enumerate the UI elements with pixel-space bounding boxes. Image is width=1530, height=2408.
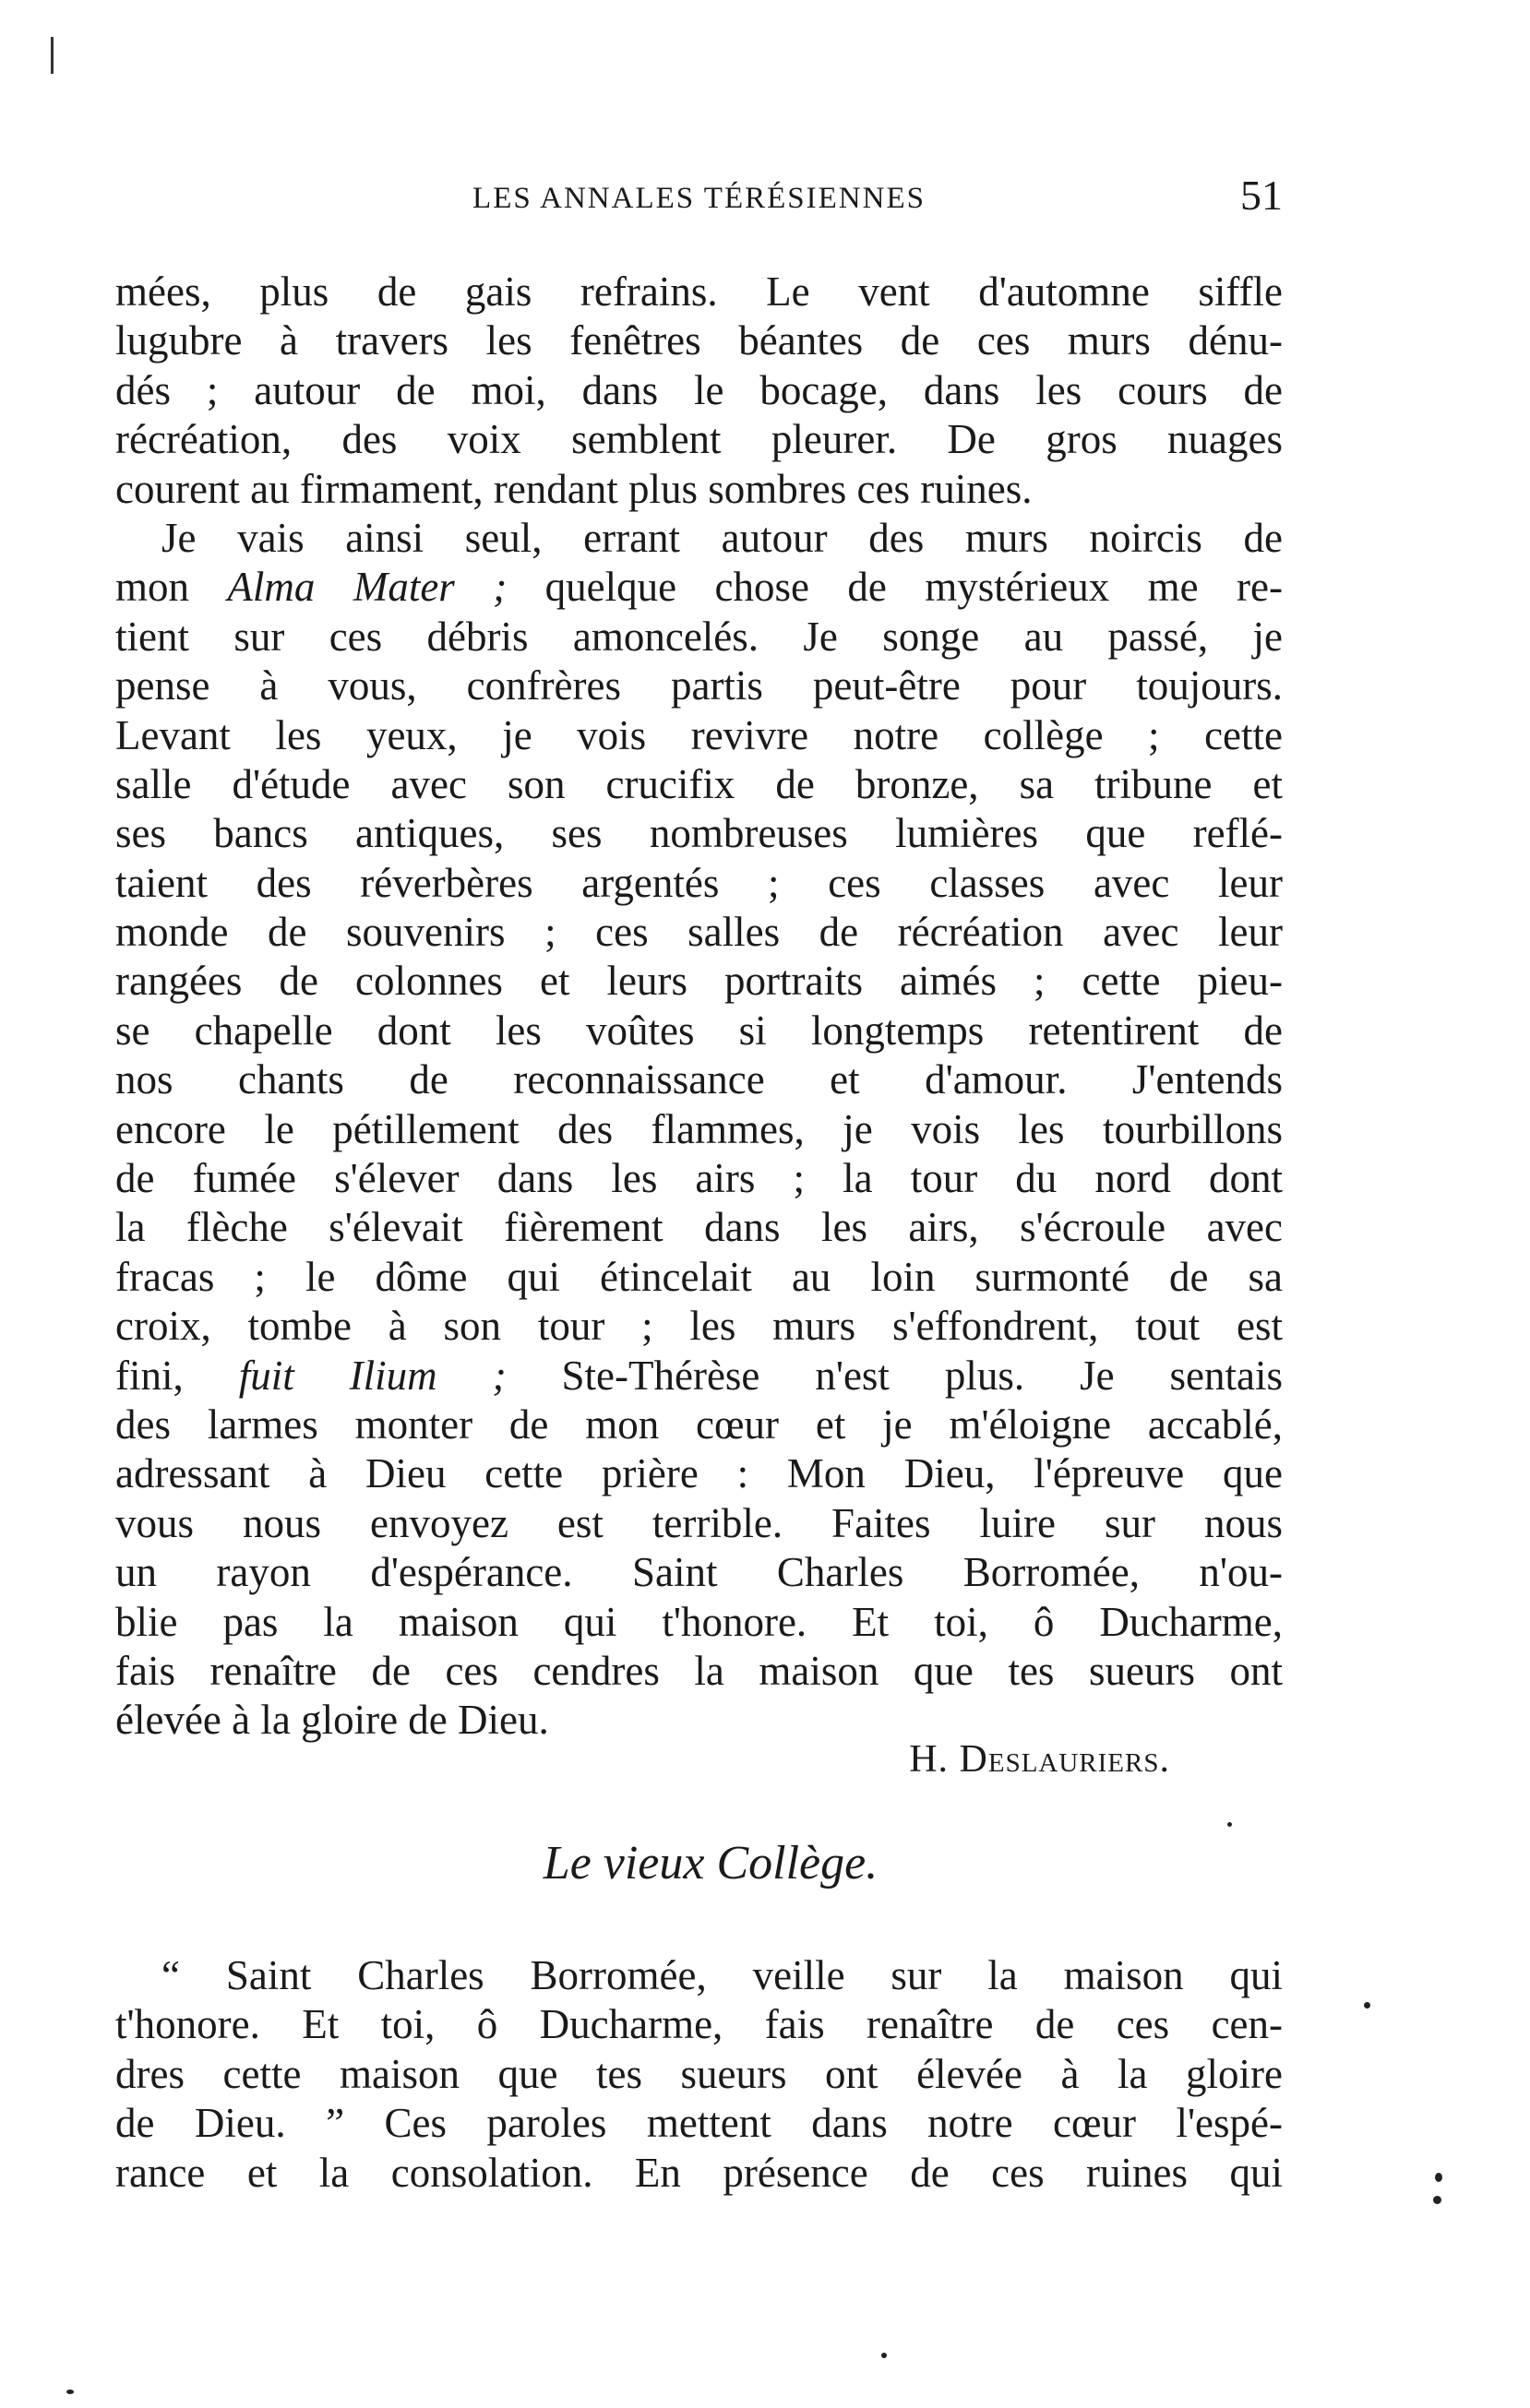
text-line: vous nous envoyez est terrible. Faites luire sur nous [115,1499,1283,1546]
author-signature: H. Deslauriers. [909,1738,1170,1781]
text-line: “ Saint Charles Borromée, veille sur la maison qui [161,1952,1283,1998]
italic-alma-mater: Alma Mater ; [227,564,508,611]
text-line: élevée à la gloire de Dieu. [115,1697,549,1744]
section-title: Le vieux Collège. [543,1837,879,1889]
text-line: ses bancs antiques, ses nombreuses lumières que reflé- [115,810,1283,857]
text-line: Je vais ainsi seul, errant autour des murs noircis de [161,514,1283,561]
text-line: salle d'étude avec son crucifix de bronze, sa tribune et [115,760,1283,807]
scan-speck [881,2353,887,2358]
text-line: monde de souvenirs ; ces salles de récréation avec leur [115,909,1283,956]
text-line: dres cette maison que tes sueurs ont élevée à la gloire [115,2050,1283,2097]
text-line: un rayon d'espérance. Saint Charles Borromée, n'ou- [115,1549,1283,1596]
scan-speck [1364,2002,1370,2009]
text-line: rangées de colonnes et leurs portraits aimés ; cette pieu- [115,958,1283,1005]
text-fragment: fini, [115,1352,239,1399]
text-line: des larmes monter de mon cœur et je m'éloigne accablé, [115,1401,1283,1448]
paragraph-continued [115,268,1283,1746]
text-line: rance et la consolation. En présence de ces ruines qui [115,2149,1283,2196]
scan-speck [1227,1822,1232,1827]
text-line: mées, plus de gais refrains. Le vent d'automne siffle [115,268,1283,315]
running-title: LES ANNALES TÉRÉSIENNES [472,182,926,215]
text-line: adressant à Dieu cette prière : Mon Dieu, l'épreuve que [115,1450,1283,1497]
text-line: de Dieu. ” Ces paroles mettent dans notre cœur l'espé- [115,2100,1283,2147]
text-line: fais renaître de ces cendres la maison que tes sueurs ont [115,1647,1283,1694]
text-line: blie pas la maison qui t'honore. Et toi, ô Ducharme, [115,1598,1283,1645]
text-line: pense à vous, confrères partis peut-être pour toujours. [115,662,1283,709]
text-line: se chapelle dont les voûtes si longtemps retentirent de [115,1007,1283,1054]
text-line: t'honore. Et toi, ô Ducharme, fais renaître de ces cen- [115,2001,1283,2048]
text-line: taient des réverbères argentés ; ces classes avec leur [115,859,1283,906]
text-line: croix, tombe à son tour ; les murs s'effondrent, tout est [115,1303,1283,1350]
text-line: nos chants de reconnaissance et d'amour. J'entends [115,1056,1283,1103]
text-line: fracas ; le dôme qui étincelait au loin surmonté de sa [115,1253,1283,1300]
text-line: Levant les yeux, je vois revivre notre collège ; cette [115,711,1283,758]
text-line-alma-mater [115,563,1283,612]
scan-speck [66,2390,74,2394]
text-line: la flèche s'élevait fièrement dans les airs, s'écroule avec [115,1204,1283,1251]
text-line: lugubre à travers les fenêtres béantes de ces murs dénu- [115,317,1283,364]
text-line: tient sur ces débris amoncelés. Je songe au passé, je [115,613,1283,660]
text-fragment: quelque chose de mystérieux me re- [507,564,1283,611]
text-fragment: mon [115,564,228,611]
running-header [115,171,1283,226]
scan-edge-mark [51,37,54,74]
italic-fuit-ilium: fuit Ilium ; [238,1352,507,1399]
text-line: récréation, des voix semblent pleurer. De gros nuages [115,416,1283,463]
text-line: encore le pétillement des flammes, je vois les tourbillons [115,1105,1283,1152]
paragraph-new-section [115,1951,1283,2198]
page-number: 51 [1240,172,1283,219]
text-line: de fumée s'élever dans les airs ; la tour du nord dont [115,1155,1283,1202]
text-fragment: Ste-Thérèse n'est plus. Je sentais [506,1352,1283,1399]
text-line: courent au firmament, rendant plus sombres ces ruines. [115,465,1033,512]
scan-speck [1433,2196,1441,2204]
text-line: dés ; autour de moi, dans le bocage, dans les cours de [115,366,1283,413]
scan-speck [1435,2173,1442,2182]
text-line-fuit-ilium [115,1352,1283,1401]
